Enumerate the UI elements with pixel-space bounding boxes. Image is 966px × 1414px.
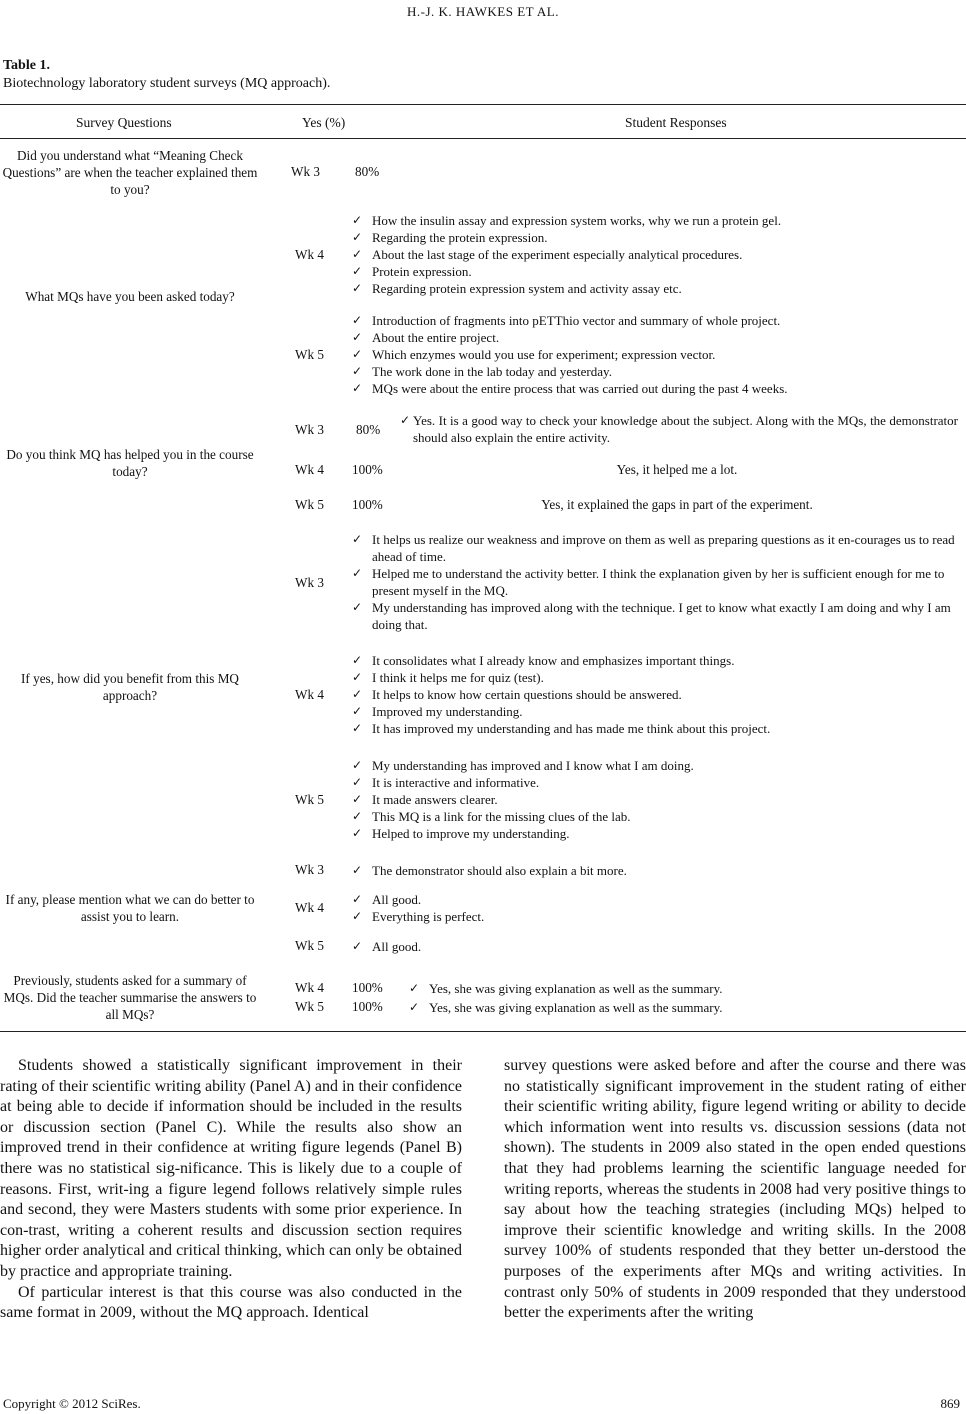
week-label: Wk 3 <box>291 164 320 179</box>
responses-q5-wk4 <box>348 891 960 925</box>
list-item: ✓ It has improved my understanding and has made me think about this project. <box>348 720 960 737</box>
table-top-rule <box>0 104 966 105</box>
list-item: ✓ It helps to know how certain questions should be answered. <box>348 686 960 703</box>
running-header: H.-J. K. HAWKES ET AL. <box>407 4 559 19</box>
list-item: ✓ Helped to improve my understanding. <box>348 825 960 842</box>
responses-q5-wk3 <box>348 862 960 879</box>
col-header-responses: Student Responses <box>625 115 727 130</box>
responses-q4-wk4 <box>348 652 960 737</box>
question-understand-mq: Did you understand what “Meaning Check Questions” are when the teacher explained them to you? <box>2 148 258 197</box>
list-item: ✓ Everything is perfect. <box>348 908 960 925</box>
paragraph: survey questions were asked before and after the course and there was no statistically significant improvement in the student rating of either their scientific writing ability, figure legend writing or ability to decide which information went into results vs. discussion sessions (data not shown). The students in 2009 also stated in the open ended questions that they had problems learning the scientific language needed for writing reports, whereas the students in 2008 had very positive things to say about how the teaching strategies (including MQs) helped to improve their scientific knowledge and writing skills. In the 2008 survey 100% of students responded that they better un-derstood the purposes of the experiments after MQs and writing activities. In contrast only 50% of students in 2009 responded that they understood better the experiments after the writing <box>504 1057 966 1322</box>
question-mqs-asked: What MQs have you been asked today? <box>25 289 235 304</box>
responses-q6-wk5 <box>405 999 960 1016</box>
yes-percent: 100% <box>352 980 383 995</box>
week-label: Wk 3 <box>295 862 324 877</box>
week-label: Wk 3 <box>295 575 324 590</box>
list-item: ✓ The demonstrator should also explain a bit more. <box>348 862 960 879</box>
copyright-footer: Copyright © 2012 SciRes. <box>3 1396 141 1411</box>
list-item: ✓ Yes. It is a good way to check your knowledge about the subject. Along with the MQs, the demonstrator should also explain the entire activity. <box>396 412 958 446</box>
week-label: Wk 5 <box>295 938 324 953</box>
table-bottom-rule <box>0 1031 966 1032</box>
responses-q4-wk3 <box>348 531 960 633</box>
responses-q4-wk5 <box>348 757 960 842</box>
responses-q6-wk4 <box>405 980 960 997</box>
week-label: Wk 4 <box>295 462 324 477</box>
list-item: ✓ MQs were about the entire process that was carried out during the past 4 weeks. <box>348 380 960 397</box>
table-caption-title: Table 1. <box>3 58 50 73</box>
list-item: ✓ My understanding has improved along with the technique. I get to know what exactly I am doing and why I am doing that. <box>348 599 960 633</box>
list-item: ✓ The work done in the lab today and yesterday. <box>348 363 960 380</box>
week-label: Wk 5 <box>295 497 324 512</box>
list-item: ✓ All good. <box>348 938 960 955</box>
week-label: Wk 4 <box>295 687 324 702</box>
week-label: Wk 3 <box>295 422 324 437</box>
list-item: ✓ Helped me to understand the activity better. I think the explanation given by her is sufficient enough for me to present myself in the MQ. <box>348 565 960 599</box>
list-item: ✓ Yes, she was giving explanation as well as the summary. <box>405 980 960 997</box>
list-item: ✓ It made answers clearer. <box>348 791 960 808</box>
question-summary: Previously, students asked for a summary of MQs. Did the teacher summarise the answers to all MQs? <box>3 973 257 1022</box>
body-column-right <box>504 1056 966 1324</box>
list-item: ✓ How the insulin assay and expression system works, why we run a protein gel. <box>348 212 960 229</box>
yes-percent: 80% <box>355 164 380 179</box>
week-label: Wk 4 <box>295 980 324 995</box>
week-label: Wk 5 <box>295 792 324 807</box>
responses-q5-wk5 <box>348 938 960 955</box>
week-label: Wk 5 <box>295 347 324 362</box>
responses-q3-wk3 <box>396 412 958 446</box>
question-improve: If any, please mention what we can do better to assist you to learn. <box>5 892 255 924</box>
list-item: ✓ My understanding has improved and I know what I am doing. <box>348 757 960 774</box>
list-item: ✓ It consolidates what I already know and emphasizes important things. <box>348 652 960 669</box>
week-label: Wk 4 <box>295 247 324 262</box>
table-header-rule <box>0 138 966 139</box>
responses-q2-wk4 <box>348 212 960 297</box>
yes-percent: 100% <box>352 462 383 477</box>
paragraph: Of particular interest is that this course was also conducted in the same format in 2009, without the MQ approach. Identical <box>0 1283 462 1322</box>
list-item: ✓ Improved my understanding. <box>348 703 960 720</box>
list-item: ✓ Protein expression. <box>348 263 960 280</box>
week-label: Wk 4 <box>295 900 324 915</box>
body-column-left <box>0 1056 462 1324</box>
list-item: ✓ Regarding protein expression system and activity assay etc. <box>348 280 960 297</box>
yes-percent: 80% <box>356 422 381 437</box>
list-item: ✓ Introduction of fragments into pETThio vector and summary of whole project. <box>348 312 960 329</box>
list-item: ✓ It is interactive and informative. <box>348 774 960 791</box>
col-header-questions: Survey Questions <box>76 115 172 130</box>
week-label: Wk 5 <box>295 999 324 1014</box>
response-text: Yes, it helped me a lot. <box>616 462 738 477</box>
list-item: ✓ All good. <box>348 891 960 908</box>
question-benefit: If yes, how did you benefit from this MQ approach? <box>21 671 239 703</box>
yes-percent: 100% <box>352 497 383 512</box>
list-item: ✓ Which enzymes would you use for experiment; expression vector. <box>348 346 960 363</box>
list-item: ✓ This MQ is a link for the missing clues of the lab. <box>348 808 960 825</box>
response-text: Yes, it explained the gaps in part of the experiment. <box>541 497 813 512</box>
responses-q2-wk5 <box>348 312 960 397</box>
question-mq-helped: Do you think MQ has helped you in the course today? <box>6 447 254 479</box>
list-item: ✓ Yes, she was giving explanation as well as the summary. <box>405 999 960 1016</box>
list-item: ✓ About the last stage of the experiment especially analytical procedures. <box>348 246 960 263</box>
page-number: 869 <box>940 1396 960 1411</box>
list-item: ✓ About the entire project. <box>348 329 960 346</box>
yes-percent: 100% <box>352 999 383 1014</box>
list-item: ✓ Regarding the protein expression. <box>348 229 960 246</box>
col-header-yes: Yes (%) <box>302 115 346 130</box>
paragraph: Students showed a statistically significant improvement in their rating of their scientific writing ability (Panel A) and in their confidence at being able to decide if information should be included in the results or discussion section (Panel C). While the results also show an improved trend in their confidence at writing figure legends (Panel B) there was no statistical sig-nificance. This is likely due to a couple of reasons. First, writ-ing a figure legend follows relatively simple rules and second, they were Masters students with some prior experience. In con-trast, writing a coherent results and discussion section requires higher order analytical and critical thinking, which can only be obtained by practice and appropriate training. <box>0 1057 462 1280</box>
list-item: ✓ It helps us realize our weakness and improve on them as well as preparing questions as it en-courages us to read ahead of time. <box>348 531 960 565</box>
list-item: ✓ I think it helps me for quiz (test). <box>348 669 960 686</box>
table-caption-text: Biotechnology laboratory student surveys (MQ approach). <box>3 76 331 91</box>
